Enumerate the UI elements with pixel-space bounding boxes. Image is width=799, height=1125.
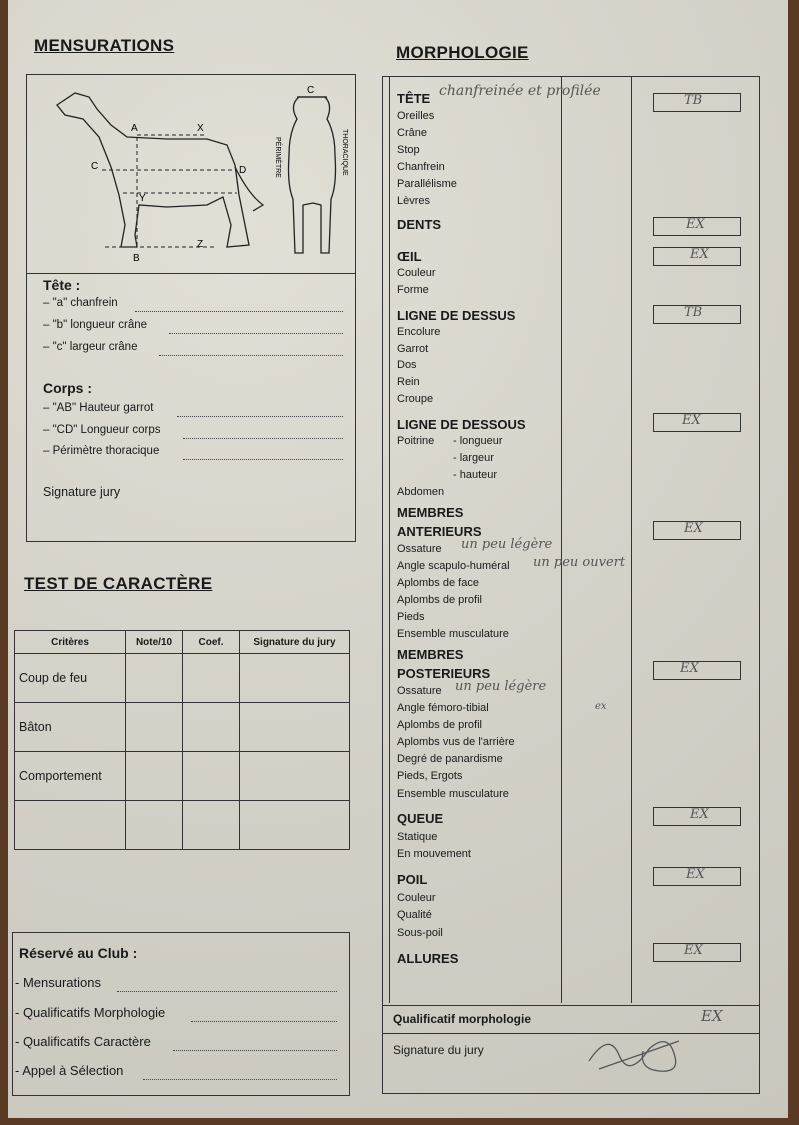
dents-score: EX	[686, 217, 705, 232]
note-cell[interactable]	[126, 703, 183, 752]
label-a: A	[131, 123, 138, 134]
membres-ant-item: Angle scapulo-huméral	[397, 560, 510, 572]
tete-item: Parallélisme	[397, 178, 457, 190]
poil-item: Sous-poil	[397, 927, 443, 939]
poil-score-box[interactable]	[653, 867, 741, 886]
signature-cell[interactable]	[240, 752, 350, 801]
dents-heading: DENTS	[397, 217, 442, 232]
oeil-heading: ŒIL	[397, 249, 422, 264]
poil-score: EX	[686, 867, 705, 882]
membres-ant-item: Pieds	[397, 611, 425, 623]
corps-item: – "AB" Hauteur garrot	[43, 402, 154, 414]
qualificatif-value: EX	[701, 1007, 723, 1025]
ligne-dessous-score: EX	[682, 413, 701, 428]
oeil-item: Couleur	[397, 267, 436, 279]
col-note: Note/10	[126, 631, 183, 654]
oeil-score-box[interactable]	[653, 247, 741, 266]
membres-ant-item: Ossature	[397, 543, 442, 555]
critere-cell: Comportement	[15, 752, 126, 801]
qualif-divider	[383, 1005, 759, 1006]
ligne-dessus-item: Garrot	[397, 343, 429, 355]
queue-score-box[interactable]	[653, 807, 741, 826]
oeil-item: Forme	[397, 284, 429, 296]
col-line	[631, 77, 632, 1003]
tete-item: – "b" longueur crâne	[43, 319, 148, 331]
membres-post-heading1: MEMBRES	[397, 647, 464, 662]
poil-item: Qualité	[397, 909, 432, 921]
note-cell[interactable]	[126, 801, 183, 850]
signature-divider	[383, 1033, 759, 1034]
tete-item: Lèvres	[397, 195, 431, 207]
coef-cell[interactable]	[183, 703, 240, 752]
club-box	[12, 932, 350, 1096]
membres-post-item: Aplombs vus de l'arrière	[397, 736, 515, 748]
membres-ant-score: EX	[684, 521, 703, 536]
tete-item: – "a" chanfrein	[43, 297, 118, 309]
membres-ant-heading2: ANTERIEURS	[397, 524, 482, 539]
tete-item: – "c" largeur crâne	[43, 341, 138, 353]
tete-item: Chanfrein	[397, 161, 445, 173]
coef-cell[interactable]	[183, 752, 240, 801]
queue-heading: QUEUE	[397, 811, 444, 826]
membres-ant-score-box[interactable]	[653, 521, 741, 540]
membres-post-score: EX	[680, 661, 699, 676]
fill-line	[135, 311, 343, 312]
note-cell[interactable]	[126, 752, 183, 801]
label-c: C	[91, 161, 99, 172]
col-signature: Signature du jury	[240, 631, 350, 654]
tete-item: Crâne	[397, 127, 427, 139]
club-item: - Mensurations	[15, 975, 101, 990]
label-y: Y	[139, 193, 146, 204]
membres-post-item: Angle fémoro-tibial	[397, 702, 489, 714]
tete-score-box[interactable]	[653, 93, 741, 112]
diagram-divider	[27, 273, 355, 274]
morphologie-signature: Signature du jury	[393, 1043, 484, 1057]
membres-ant-item: Aplombs de face	[397, 577, 479, 589]
tete-heading: Tête :	[43, 277, 81, 293]
label-b: B	[133, 253, 140, 264]
ligne-dessus-item: Dos	[397, 359, 417, 371]
morphologie-box	[382, 76, 760, 1094]
membres-ant-item: Aplombs de profil	[397, 594, 482, 606]
col-line	[561, 77, 562, 1003]
signature-cell[interactable]	[240, 801, 350, 850]
membres-post-item: Ossature	[397, 685, 442, 697]
tete-note: chanfreinée et profilée	[439, 83, 601, 99]
poil-item: Couleur	[397, 892, 436, 904]
queue-item: Statique	[397, 831, 438, 843]
fill-line	[159, 355, 343, 356]
signature-scribble	[579, 1021, 699, 1081]
ligne-dessus-item: Rein	[397, 376, 420, 388]
form-sheet	[8, 0, 788, 1118]
ligne-dessus-item: Encolure	[397, 326, 441, 338]
poitrine-sub: - longueur	[453, 435, 503, 447]
ligne-dessous-heading: LIGNE DE DESSOUS	[397, 417, 526, 432]
club-item: - Appel à Sélection	[15, 1063, 124, 1078]
tete-item: Stop	[397, 144, 420, 156]
dog-measurement-diagram	[27, 75, 355, 273]
coef-cell[interactable]	[183, 654, 240, 703]
mensurations-box	[26, 74, 356, 542]
allures-score: EX	[684, 943, 703, 958]
label-x: X	[197, 123, 204, 134]
mensurations-signature: Signature jury	[43, 485, 121, 499]
label-z: Z	[197, 239, 204, 250]
allures-score-box[interactable]	[653, 943, 741, 962]
col-coef: Coef.	[183, 631, 240, 654]
fill-line	[169, 333, 343, 334]
poil-heading: POIL	[397, 872, 428, 887]
fill-line	[177, 416, 343, 417]
poitrine-sub: - hauteur	[453, 469, 498, 481]
fill-line	[183, 459, 343, 460]
morphologie-title: MORPHOLOGIE	[396, 43, 529, 62]
label-d: D	[239, 165, 247, 176]
membres-post-note2: ex	[595, 701, 607, 712]
corps-item: – "CD" Longueur corps	[43, 424, 161, 436]
club-title: Réservé au Club :	[19, 945, 138, 961]
col-criteres: Critères	[15, 631, 126, 654]
poitrine-label: Poitrine	[397, 435, 435, 447]
critere-cell	[15, 801, 126, 850]
fill-line	[117, 991, 337, 992]
fill-line	[191, 1021, 337, 1022]
membres-ant-note1: un peu légère	[461, 537, 553, 552]
signature-cell[interactable]	[240, 703, 350, 752]
ligne-dessus-heading: LIGNE DE DESSUS	[397, 308, 516, 323]
membres-post-item: Pieds, Ergots	[397, 770, 463, 782]
membres-post-heading2: POSTERIEURS	[397, 666, 491, 681]
tete-score: TB	[684, 93, 703, 108]
thoracique-label: THORACIQUE	[341, 129, 348, 176]
queue-score: EX	[690, 807, 709, 822]
ligne-dessus-score: TB	[684, 305, 703, 320]
note-cell[interactable]	[126, 654, 183, 703]
allures-heading: ALLURES	[397, 951, 459, 966]
tete-heading: TÊTE	[397, 91, 431, 106]
membres-ant-heading1: MEMBRES	[397, 505, 464, 520]
signature-cell[interactable]	[240, 654, 350, 703]
membres-post-item: Degré de panardisme	[397, 753, 503, 765]
membres-post-score-box[interactable]	[653, 661, 741, 680]
critere-cell: Coup de feu	[15, 654, 126, 703]
club-item: - Qualificatifs Morphologie	[15, 1005, 166, 1020]
critere-cell: Bâton	[15, 703, 126, 752]
corps-heading: Corps :	[43, 380, 92, 396]
col-line	[389, 77, 390, 1003]
test-caractere-title: TEST DE CARACTÈRE	[24, 574, 213, 593]
ligne-dessous-score-box[interactable]	[653, 413, 741, 432]
perimetre-label: PÉRIMÈTRE	[274, 137, 281, 178]
queue-item: En mouvement	[397, 848, 471, 860]
dents-score-box[interactable]	[653, 217, 741, 236]
tete-item: Oreilles	[397, 110, 435, 122]
ligne-dessus-item: Croupe	[397, 393, 434, 405]
fill-line	[173, 1050, 337, 1051]
coef-cell[interactable]	[183, 801, 240, 850]
qualificatif-label: Qualificatif morphologie	[393, 1012, 532, 1026]
corps-item: – Périmètre thoracique	[43, 445, 160, 457]
membres-post-item: Ensemble musculature	[397, 788, 509, 800]
test-caractere-table	[14, 630, 350, 850]
membres-post-item: Aplombs de profil	[397, 719, 482, 731]
club-item: - Qualificatifs Caractère	[15, 1034, 151, 1049]
fill-line	[143, 1079, 337, 1080]
membres-ant-item: Ensemble musculature	[397, 628, 509, 640]
oeil-score: EX	[690, 247, 709, 262]
label-c-top: C	[307, 85, 315, 96]
mensurations-title: MENSURATIONS	[34, 36, 175, 55]
membres-post-note1: un peu légère	[455, 679, 547, 694]
poitrine-sub: - largeur	[453, 452, 494, 464]
fill-line	[183, 438, 343, 439]
membres-ant-note2: un peu ouvert	[533, 555, 626, 570]
ligne-dessus-score-box[interactable]	[653, 305, 741, 324]
abdomen-label: Abdomen	[397, 486, 445, 498]
